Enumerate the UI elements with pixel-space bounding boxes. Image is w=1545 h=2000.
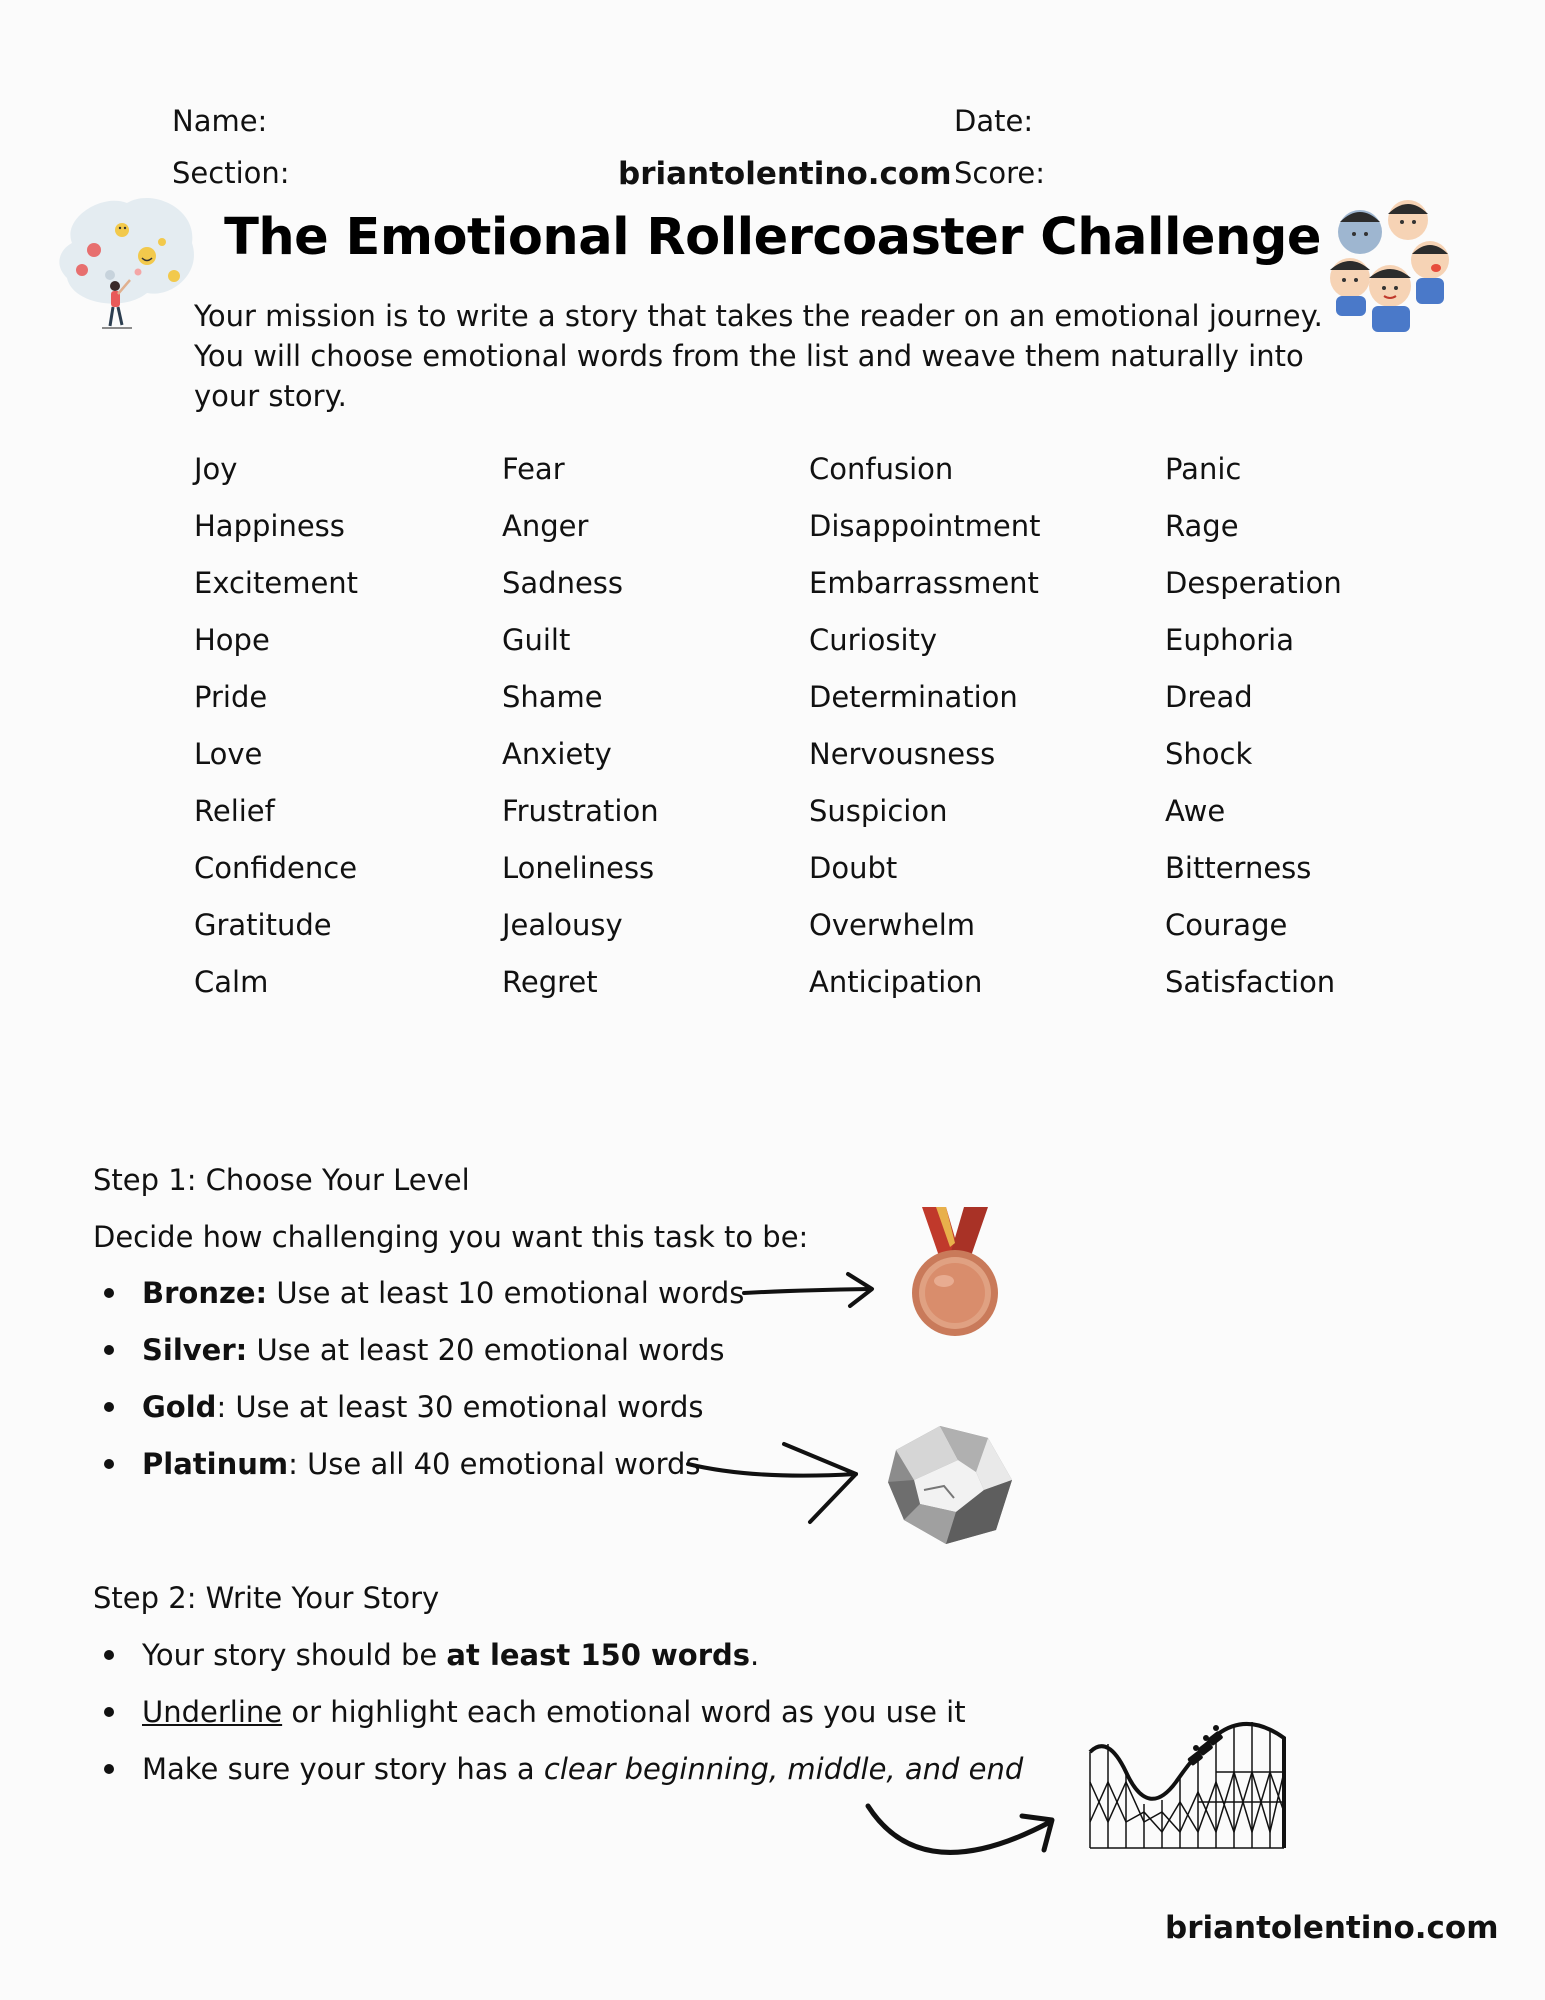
- underline-word: Underline: [142, 1695, 283, 1729]
- word-column-3: [809, 448, 1129, 1018]
- emotion-word: Embarrassment: [809, 566, 1039, 600]
- intro-paragraph: Your mission is to write a story that takes the reader on an emotional journey. You will choose emotional words from the list and weave them naturally into your story.: [194, 299, 1323, 413]
- rollercoaster-icon: [1088, 1712, 1290, 1852]
- emotion-word: Regret: [502, 965, 598, 999]
- emotion-word: Shock: [1165, 737, 1253, 771]
- emotion-word: Sadness: [502, 566, 624, 600]
- emotion-word: Courage: [1165, 908, 1288, 942]
- word-column-4: [1165, 448, 1485, 1018]
- emotion-word: Excitement: [194, 566, 359, 600]
- rule-emphasis: at least 150 words: [446, 1638, 751, 1672]
- emotion-word: Curiosity: [809, 623, 938, 657]
- rule-word-count: [94, 1634, 1074, 1691]
- rule-text: Make sure your story has a: [142, 1752, 544, 1786]
- platinum-nugget-icon: [884, 1420, 1018, 1550]
- rule-text: or highlight each emotional word as you use it: [282, 1695, 966, 1729]
- emotion-word: Bitterness: [1165, 851, 1312, 885]
- page-title: The Emotional Rollercoaster Challenge: [224, 208, 1321, 267]
- level-name: Gold: [142, 1390, 217, 1424]
- step2-title: Step 2: Write Your Story: [93, 1581, 440, 1615]
- emotion-word: Shame: [502, 680, 603, 714]
- emotion-word: Satisfaction: [1165, 965, 1336, 999]
- emotion-word: Awe: [1165, 794, 1226, 828]
- step1-intro: Decide how challenging you want this task to be:: [93, 1220, 809, 1254]
- level-item-gold: [94, 1386, 794, 1443]
- bullet-dot: [104, 1459, 114, 1469]
- emotion-word: Relief: [194, 794, 275, 828]
- level-desc: Use at least 10 emotional words: [267, 1276, 745, 1310]
- emotion-word: Happiness: [194, 509, 345, 543]
- story-rules-list: [94, 1634, 1074, 1805]
- emotion-word: Panic: [1165, 452, 1242, 486]
- bullet-dot: [104, 1650, 114, 1660]
- emotional-faces-illustration-icon: [1318, 190, 1458, 340]
- rule-text: .: [750, 1638, 760, 1672]
- emotion-word: Overwhelm: [809, 908, 975, 942]
- emotion-word: Determination: [809, 680, 1018, 714]
- level-name: Silver:: [142, 1333, 248, 1367]
- emotion-word: Joy: [194, 452, 238, 486]
- emotion-word: Confusion: [809, 452, 954, 486]
- emotion-word: Desperation: [1165, 566, 1342, 600]
- emotion-word: Suspicion: [809, 794, 948, 828]
- rule-text: Your story should be: [142, 1638, 447, 1672]
- date-label: Date:: [954, 104, 1034, 138]
- emotion-word: Guilt: [502, 623, 571, 657]
- emotion-word: Rage: [1165, 509, 1239, 543]
- bronze-medal-icon: [900, 1203, 1010, 1343]
- emotion-word: Anticipation: [809, 965, 983, 999]
- emotion-word: Fear: [502, 452, 565, 486]
- emotion-word: Doubt: [809, 851, 898, 885]
- arrow-right-icon: [684, 1440, 864, 1526]
- emotion-word: Calm: [194, 965, 269, 999]
- header-site: briantolentino.com: [618, 156, 952, 192]
- score-label: Score:: [954, 156, 1045, 190]
- emotion-word: Anger: [502, 509, 589, 543]
- emotion-word: Nervousness: [809, 737, 996, 771]
- rule-emphasis: clear beginning, middle, and end: [543, 1752, 1024, 1786]
- emotion-word: Pride: [194, 680, 268, 714]
- step1-title: Step 1: Choose Your Level: [93, 1163, 470, 1197]
- emotion-word: Euphoria: [1165, 623, 1294, 657]
- emotion-word: Jealousy: [502, 908, 623, 942]
- bullet-dot: [104, 1764, 114, 1774]
- level-name: Platinum: [142, 1447, 289, 1481]
- bullet-dot: [104, 1402, 114, 1412]
- level-item-silver: [94, 1329, 794, 1386]
- level-desc: : Use at least 30 emotional words: [216, 1390, 704, 1424]
- rule-structure: [94, 1748, 1074, 1805]
- emotion-word: Disappointment: [809, 509, 1041, 543]
- arrow-right-icon: [740, 1268, 880, 1318]
- level-name: Bronze:: [142, 1276, 268, 1310]
- level-desc: : Use all 40 emotional words: [288, 1447, 701, 1481]
- emotion-word: Hope: [194, 623, 270, 657]
- emotion-word: Frustration: [502, 794, 659, 828]
- emotion-word: Love: [194, 737, 263, 771]
- bullet-dot: [104, 1288, 114, 1298]
- emotion-word: Dread: [1165, 680, 1253, 714]
- name-label: Name:: [172, 104, 268, 138]
- emotion-word: Confidence: [194, 851, 358, 885]
- curved-arrow-icon: [862, 1800, 1060, 1890]
- emotion-word: Loneliness: [502, 851, 655, 885]
- footer-site: briantolentino.com: [1165, 1910, 1499, 1946]
- word-column-2: [502, 448, 822, 1018]
- section-label: Section:: [172, 156, 290, 190]
- word-column-1: [194, 448, 514, 1018]
- bullet-dot: [104, 1707, 114, 1717]
- level-desc: Use at least 20 emotional words: [247, 1333, 725, 1367]
- emotion-word: Gratitude: [194, 908, 332, 942]
- bullet-dot: [104, 1345, 114, 1355]
- level-item-bronze: [94, 1272, 794, 1329]
- emotion-word: Anxiety: [502, 737, 612, 771]
- rule-underline: [94, 1691, 1074, 1748]
